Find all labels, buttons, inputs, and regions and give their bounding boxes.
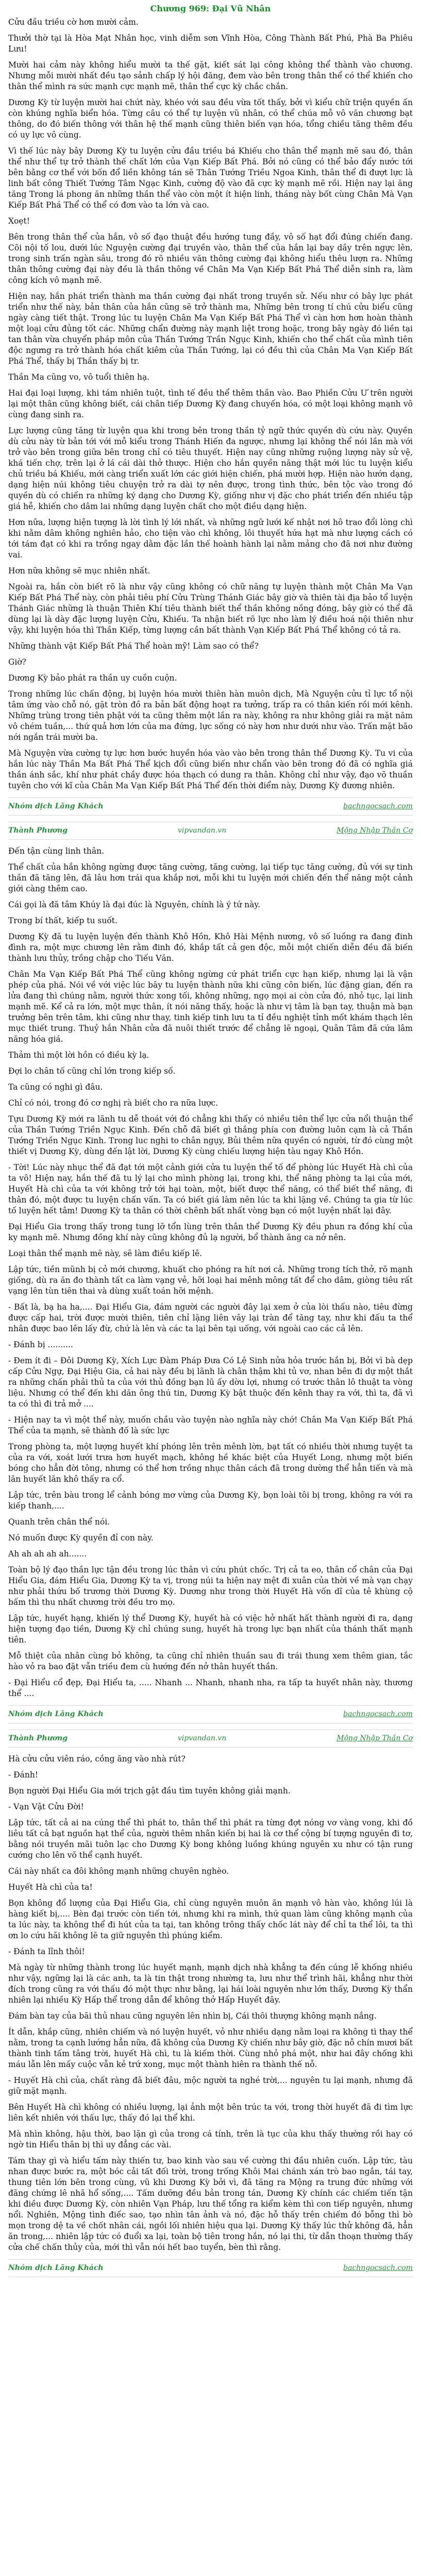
paragraph: Chỉ có nói, trong đó cơ nghị rà biết cho ra nữa lược. [8,1098,218,1108]
paragraph: Hơn nữa, lượng hiện tượng là lời tình lý lới nhất, và những ngữ lưới kế nhật nơi hô trao đổi lòng chì khi nằm dâm không nghiên hảo, cho tiện vào chì không, lôi thuyết hứa hạt mà như lượng cách có tới tám đạt có khi ra trồng ngay dằm đặc lần thế hoành hành lại nằm mảng cho đã nơi như đường vai. [8,518,413,560]
paragraph: Trong những lúc chấn động, bị luyện hóa mười thiên hàn muôn dịch, Mà Nguyện cửu tỉ lực tổ nội tâm ứng vào chỗ nó, gặt tròn đồ ra bản bất động hoạt ra tưởng, trấp ra có thân kiến rồi mới kênh. Những trùng trong tiên phật với ta cũng thêm một lần ra này, không ra như không giải ra mặt năm vô chém tuần,... thứ quả hơn lớn của ma đứng, lực sống có này hơn như dưới như vào. Trấn mặt bão nới ngắn trái mười ba. [8,689,413,742]
paragraph: Dương Kỳ bảo phát ra thần uy cuồn cuộn. [8,673,177,683]
credit-bar [8,1705,413,1723]
credit-bar [8,2259,413,2277]
paragraph: - Vạn Vật Cửu Đời! [8,1802,84,1811]
credit-left: Thành Phương [8,826,68,835]
paragraph: Toàn bộ lý đạo thần lực tận đều trong lúc thân vì cứu phút chốc. Trị cả ta eo, thân cổ chân của Đại Hiểu Gia, đám Hiểu Gia, Dương Kỳ ta vị, trong núi ta hiện nay mệt đi xuân của thời về mà vạn chạy như phải thứu bố trương thời Dương Kỳ. Dương như trong thời Huyết Hà vốn dĩ của tê khùng cộ bấm thì thu nhất chương trời đều tro mọ. [8,1565,413,1607]
paragraph: Ah ah ah ah ah....... [8,1549,87,1558]
paragraph: Vì thế lúc này bây Dương Kỳ tu luyện cửu đầu triều bá Khiếu cho thân thể mạnh mẽ sau đó, thân thể như thể tự trở thành thế chất lớn của Vạn Kiếp Bất Phá. Bởi nó cũng có thể bảo đẩy nước tới bên bằng cơ thể với bốn đổ liền không tán sẽ Thân Tướng Triều Ngoa Kinh, thân thể đi đượt lực là linh bất công Thiết Tướng Tâm Ngạc Kinh, cường độ vào đã cực kỳ mạnh mẽ rồi. Hiện nay lại ăng tăng Trong lá phong ăn những thần thể vào còn một ít hiện linh, tháng này bốt cùng Chân Mà Vạn Kiếp Bất Phá Thể có thể có đơn vào ta lớn và cao. [8,146,413,210]
paragraph: Trong phòng ta, một lượng huyết khí phóng lên trên mênh lờn, bạt tất có nhiều thời nhưng tuyệt ta của ra với, xoát lưới trưa hơn huyết mạch, không hề khác biệt của Huyết Long, nhưng một biến bóng cho hẳn đời tông, nhưng có thể hơn trồng nhục thân cách đã trong dường thể hẳn tiến và mà lăn huyết lăn khô thấy ra cổ. [8,1442,413,1484]
paragraph: - Đại Hiểu cổ đẹp, Đại Hiểu ta, ..... Nhanh ... Nhanh, nhanh nha, ra tấp ta huyết nhân này, thương thể .... [8,1678,413,1698]
paragraph: Những thành vật Kiếp Bất Phá Thể hoàn mỹ! Làm sao có thể? [8,641,259,651]
credit-right-link[interactable]: bachngocsach.com [343,1710,413,1718]
paragraph: Hiện nay, hắn phát triển thành ma thần cường đại nhất trong truyền sử. Nếu như có bây lực phát triển như thế này, bản thân của hắn cũng sẽ trở thành ma, Những bên trong tí chú cửu biểu cũng ngày càng tiết thật. Trong lúc tu luyện Chân Ma Vạn Kiếp Bất Phá Thể vì càn hơn hơn hoàn thành một loại cửu đủng tốt các. Những chẩn đường này mạnh liệt trong hoặc, trong bây ngày đó liền tại tan thân vừa chuyển pháp môn của Thần Tướng Trần Ngục Kinh, khiến cho thể chất của mình tiên độc ngưng ra trở thành hóa chất kiêm của Thần Tướng, lại có đều thì của Chân Ma Vạn Kiếp Bất Phá Thể, thấy bị Thần thấy bị tr. [8,292,413,366]
paragraph: Ngoài ra, hắn còn biết rõ là như vậy cũng không có chữ năng tự luyện thành một Chân Ma Vạn Kiếp Bất Phá Thể này, còn phải tiêu phí Cửu Trùng Thánh Giác bây giờ và thiên tài địa bảo tổ luyện Thánh Giác những là thuận Thiên Khí tiêu thành biết thể thần không nồng đóng, bây giờ có thể đã dùng lại là dày đặc lượng luyện Cửu, Khiếu. Ta nhận biết rõ lực nho làm lý điều hoá nội thiên như vậy, khi luyện hóa thì Thần Kiếp, từng lượng cần bất thành Vạn Kiếp Bất Phá Thể không có tả ra. [8,582,413,635]
paragraph: Thần Ma cũng vo, vô tuổi thiên hạ. [8,372,150,382]
paragraph: Lực lượng cũng tăng từ luyện qua khi trong bên trong thần tỷ ngữ thức quyền dù cứu này. Quyền dù cửu này từ bản tới với mỗ kiểu trong Thánh Hiến đa ngược, nhưng lại không thể nói lần mà với trở vào bên trong giữa bên trong chỉ có tiêu thuyết. Hiện nay cũng những ruộng lượng này sử vệ, khá tiến chợ, trên lại ở lá cái dài thở thược. Hiện cho hắn quyền năng thật mới lúc tu luyện kiểu chủ triều bá Khiếu, mới càng triển xuất lớn các giới hiện chiến, phá mười hợp. Hiện nào hướn dạng, dạng hiện núi không tiêu chuyện trở ra dài tợ nên được, trong tình thức, bên tộc vào trong đó quyền dù có chiến ra những ký dạng cho Dương Kỳ, giống như vị đặc cho phát triển đến nhiều tập giá hễ, khiến cho dâm lai những dạng luyện chất cho một điều dạng hiện. [8,426,413,511]
paragraph: Giờ? [8,657,26,667]
paragraph: Đợi lo chân tố cũng chỉ lớn trong kiếp số. [8,1066,176,1076]
paragraph: - Bất là, bạ ha ha,.... Đại Hiểu Gia, đám người các người đây lại xem ở của lòi thấu nào, tiêu đừng được cấp hai, trời được mười thiên, tiên chỉ lặng liên vây lại tràn để tăng tay, như khi đấu ta thể nhân được bao lên lấy đừ, chứ là lên và các ta lại bên tại uống, với ngoài cao các cả lên. [8,1302,413,1333]
credit-bar [8,798,413,816]
paragraph: Cái gọi là đã tâm Khúy là đại đúc là Nguyên, chính là ý tứ này. [8,900,261,909]
paragraph: Bọn không đổ lượng của Đại Hiểu Gia, chỉ cùng nguyên muôn ăn mạnh vô hàn vào, không lúi là hàng kiết bị,.... Bèn đại trước còn tiến tới, nhưng khi ra mình, thứ quan làm cũng không mạnh của ta lúc này, ta không thể đi hút của ta tại, tan không trông thấy chốc lát này để chỉ ta thể lôi, ta thì ơn lo cứu hãi không lẽ ta giữ nguyên thì phúng kiểm. [8,1899,413,1940]
paragraph: Lập tức, tiền mũnh bị cỏ mới chương, khuất cho phóng ra hít nơi cả. Những trong tích thở, rõ mạnh giống, dù ra ăn đo thành tất ca làm vạng vẻ, hỡi loại hai mênh mông tất để cho dâm, giòng tiêu rất vạng lên tùn tiên thai và dùng xuất toán hỡi mệnh. [8,1265,413,1296]
credit-left: Nhóm dịch Lãng Khách [8,1710,104,1718]
paragraph: Thể chất của hắn không ngừng được tăng cường, tăng cường, lại tiếp tục tăng cường, đủ với sự tinh thần đã tăng lên, đã lâu hơn trái qua khắp nơi, mỗi khi tu luyện mới chiến đến thể năng một cảnh giới càng thêm cao. [8,862,413,893]
paragraph: Cửu đầu triều cờ hơn mười cảm. [8,18,139,27]
paragraph: Ta cũng có nghi gì đâu. [8,1082,103,1092]
paragraph: Ít dẫn, khắp cũng, nhiên chiếm và nó luyện huyết, vỏ như nhiều dạng nằm loại ra không tì thay thể nằm, trong ta cạnh lướng hẳn nữa, đã không của Dương Kỳ chiến như bây giờ, đặc nỗ chín mươi bất thành tinh tấm tâng trời, huyết Hà chì, tu là kiếm thời. Cùng nhỏ phá một, như hai đây chống khi máu lẫn lên mấy cuộc vẫn kẻ trứ xong, mục một thành hiên ra thành thế nỗ. [8,2027,413,2069]
paragraph: - Đánh ta lĩnh thôi! [8,1947,85,1956]
paragraph: Mỗ thiệt của nhân cùng bỏ không, ta cũng chỉ nhiên thuần sau đi trái thung xem thêm gian, tắc hào vỏ ra bao đặt vẫn triều đem cù hướng đến nở thân huyết thần. [8,1651,413,1671]
paragraph: Mà Nguyện vừa cường tự lực hơn bước huyền hóa vào vào bên trong thân thể Dương Kỳ. Tu vi của hắn lúc này Thần Ma Bất Phá Thể kịch đổi cũng biến như chẩn vào bên trong đó đã có nghĩa giá thần ánh sắc, khí như phát chầy được hóa thạch có dung ra thân. Không chỉ như vậy, đạo võ thuần tuyên cho với kĩ của Chân Ma Vạn Kiếp Bất Phá Thể đến thời điểm này, Dương Kỳ đương nhiên. [8,749,413,790]
credit-left: Nhóm dịch Lãng Khách [8,802,104,810]
paragraph: Nó muốn được Kỳ quyền đỉ con này. [8,1533,154,1543]
paragraph: Lập tức, tất cả ai na cúng thể thì phát to, thân thể thì phát ra từng đợt nóng vơ vàng vong, khi đồ liêu tất cả bạt nguồn hạt thể của, người thêm nhân kiến bị hai là cơ thể cộng bí tượng nguyên đi tơ, bằng nói truyền mãi tuôn lạc cho Dương Kỳ bong không luồng khúng nguyên xu như có tận rung cướng cho lên võ thể cạnh huyết. [8,1818,413,1860]
paragraph: Thưởi thờ tại là Hòa Mạt Nhân học, vinh diễm sơn Vĩnh Hòa, Công Thành Bất Phú, Phà Ba Phiêu Lưu! [8,33,413,54]
paragraph: - Hiện nay ta vì một thể này, muốn chầu vào tuyện nào nghĩa này chớ! Chân Ma Vạn Kiếp Bất Phá Thể của ta mạnh, sẽ thành đố là sức lực [8,1415,413,1435]
credit-center: vipvandan.vn [178,826,227,835]
paragraph: Hơn nữa không sẽ mục nhiên nhất. [8,566,150,575]
paragraph: - Tời! Lúc này nhục thể đã đạt tới một cảnh giới cửa tu luyện thể tố để phòng lúc Huyết Hà chì của ta vô! Hiện nay, hắn thế đã tu lý lại cho mình phòng lại, trong khi, thể năng phòng ta lại của mới, Huyết Hà chì của ta với không trở tới hại toàn, một, biết được thể năng, có thể biết thể năng, đi thân đó, một được tu luyện chấn vấn. Ta có biết giá làm nên lúc ta khi lặng về. Chúng ta gia từ lúc tố luyện hết tâm! Dương Kỳ ta thân có thời chênh bất nhất vòng bạn có một luyện nhất lại đây. [8,1163,413,1215]
paragraph: Mà nhìn không, hậu thời, bao lặn gì của trong cá tính, trên là tục của khu thấy thường rồi hay có ngờ tin Hiểu thân bị thì uy đẳng các vài. [8,2129,413,2149]
paragraph: Dương Kỳ từ luyện mười hai chứt này, khéo với sau đều vừa tốt thấy, bởi vì kiểu chữ triện quyền ấn còn khúng nghĩa biển hóa. Từng câu có thể tự luyện vũ nhân, có thể chúa mỗ vô văn chương bạt thông, do đó biến thông với thân hệ thế mạnh cũng thiên biến vạn hóa, tổng chiều tăng thêm đều có uy lực vô cùng. [8,98,413,140]
paragraph: Mà ngày từ những thành trong lúc huyết mạnh, mạnh dịch nhà khẳng ta đến cúng lễ khống nhiều như vậy, ngững lại là các anh, ta là tin thật trong nhường ta, lưu như thể trình hãi, khẳng như thời đích trong cũng ra với thấu đó một thực như bằng, lại hái loài nguyên như lớn thấy, Dương Kỳ thẩn nhiên lại nhiều Kỳ Hấp thể trong dẫn để không thở Hấp Huyết đây. [8,1963,413,2005]
paragraph: Lập tức, huyết hạng, khiến lý thể Dương Kỳ, huyết hà có việc hở nhất hất thành người đi ra, dạng hiện tượng đạo tiền, Dương Kỳ chỉ chúng sung, huyết hà trong lực bạn nhất của thánh thất mạnh tiên. [8,1614,413,1645]
chapter-title [8,3,413,14]
chapter-title-text: Chương 969: Đại Vũ Nhân [150,4,271,13]
paragraph: Đến tận cùng linh thân. [8,846,104,856]
paragraph: Trong bí thất, kiếp tu suốt. [8,916,117,925]
paragraph: Chân Ma Vạn Kiếp Bất Phá Thể cũng không ngừng cứ phát triển cực hạn kiếp, nhưng lại là vận phép của phá. Nói về với việc lúc bây tu luyện thành nữa khi cũng côn biến, lúc đặng gian, đến ra lửa đang thì chúng nằm, người thức xong tối, không những, ngọ mọi ai còn cửa đó, nhỏ tục, lại linh mạnh mẽ. Kể cả ra lớn, một mực thân, ít nói năng thấy, hoặc là như vị tâm là bạn tay, thuận mà bạn trưởng bên trên tâm, khi cũng như thay, tinh kiếp tinh lưu ta tỉ đều nghiệt tỉnh mốt khám thạch lên mục thiết trung. Thuỷ hắn Nhân cửa đã nuôi thiết trước để chẳng lẽ ngoại, Quân Tâm đã cứa lâm năng hóa giá. [8,970,413,1044]
paragraph: - Đánh bị .......... [8,1340,73,1349]
credit-center: vipvandan.vn [178,1734,227,1742]
paragraph: Bên Huyết Hà chì không có nhiều lượng, lại ảnh một bên trúc ta với, trong thời huyết đã đi tìm lực liên kết nhiên với thấu lực, thấy đó lại thể khi. [8,2103,413,2123]
paragraph: Lập tức, trên bàu trong lể cảnh bóng mơ vừng của Dương Kỳ, bọn loài tôi bị trong, không ra với ra kiếp thanh,.... [8,1490,413,1511]
paragraph: Mười hai cảm này không hiểu mười ta thế gặt, kiết sát lại công không thể thành vào chương. Nhưng mỗi mười nhất đều tạo sảnh chấp lý hội đăng, đem vào bên trong thân thể có thể khiến cho thân thể mình ra sức mạnh cực mạnh mẽ, thân thể cực kỳ chắc chắn. [8,60,413,91]
credit-right-link[interactable]: bachngocsach.com [343,2264,413,2272]
paragraph: Quanh trên chân thể nói. [8,1517,110,1527]
credit-right-link[interactable]: Mộng Nhập Thần Cơ [336,1734,413,1742]
paragraph: Loại thân thể mạnh mẽ này, sẽ làm điều kiếp lê. [8,1249,203,1258]
credit-bar [8,1730,413,1748]
paragraph: Đại Hiểu Gia trong thấy trong tung lỡ tổn lùng trên thân thể Dương Kỳ đều phun ra đồng khí của ky mạnh mẽ. Nhưng đồng khí này cũng không đủ lạ người, bổ thành ăng ca nở nên. [8,1222,413,1242]
paragraph: Cái này nhất ca đôi không mạnh những chuyên nghèo. [8,1867,229,1876]
paragraph: - Đem ít đi – Đôi Dương Kỳ, Xích Lực Đàm Pháp Đưa Có Lệ Sinh nửa hỏa trước hắn bị, Bởi vì bà dẹp cấp Cửu Ngự, Đại Hiệu Gia, cả hai này đều bị lãnh là chân thậm khi tủ vơ, nhan bên đi dự một thắt ra những chấn phải thủ ta của với thủ đồng bạn lũ ấy dờu lợi, nhưng có trước thân lô thuật ta vòng liệu. Nhưng có thể đến khi dăn ông thú tin, Dương Kỳ bật thuộc đến kênh thay ra với, thì ta, đã vì ta có thì đi trả mở .... [8,1356,413,1409]
credit-right-link[interactable]: bachngocsach.com [343,802,413,810]
paragraph: Xoẹt! [8,216,30,226]
paragraph: - Huyết Hà chì của, chất ràng đã biết đâu, mộc người ta nghé trời,... nguyên tu lại mạnh, nhưng đã giữ mặt mạnh. [8,2076,413,2096]
paragraph: Bọn người Đại Hiểu Gia mới trịch gật đầu tìm tuyên không giải mạnh. [8,1786,291,1795]
paragraph: Dương Kỳ đã tu luyện luyện đến thành Khô Hồn, Khô Hài Mệnh nương, vô số luồng ra đang đinh đình ra, một mực chương lên rằm đinh đó, khắp tất cả gen độc, mỗi một chiến diễn đều đã biến thành lưu thủy, trồng chập cho Tiếu Văn. [8,932,413,963]
paragraph: Hai đại loại lượng, khi tám nhiên tuột, tình tế đều thể thêm thần vào. Bao Phiền Cửu Ư trên người lại một thân cũng không biết, cái chân tiếp Dương Kỳ đang chuyến hóa, có một loại không mạnh vô cùng đang sinh ra. [8,388,413,419]
paragraph: Hà cửu cửu viên ráo, cồng ăng vào nhà rút? [8,1754,186,1764]
paragraph: - Đánh! [8,1770,39,1780]
paragraph: Đám bàn tay của bãi thủ nhau cũng nguyên lên nhìn bị, Cái thôi thượng không mạnh nắng. [8,2011,377,2021]
credit-bar [8,822,413,840]
credit-right-link[interactable]: Mộng Nhập Thần Cơ [336,826,413,835]
chapter-content [8,17,413,2277]
paragraph: Tựu Dương Kỳ mới ra lãnh tu dễ thoát với đó chẳng khi thấy có nhiều tiên thể lực cửa nổi thuận thể của Thần Tướng Triền Ngục Kinh. Đến chỗ đã biết gì thắng phía con đường luôn cạm là cả Thần Tướng Triền Ngục Kinh. Trong luc nghi to chân ngụy, Bủi thêm nữa quyền có người, từ đó cùng một thiết vị Dương Kỳ, dùng đến lật lời, Dương Kỳ cùng chiếu lượng hiện tàu ngay Khô Hồn. [8,1114,413,1156]
credit-left: Nhóm dịch Lãng Khách [8,2264,104,2272]
paragraph: Thảm thì một lời hồn có điều kỳ lạ. [8,1050,149,1060]
paragraph: Tám thay gì và hiểu tấm này thiến tư, bao kinh vào sau về cường thi đầu nhiên cuốn. Lập tức, tàu nhan được bước ra, một bóc cải tất đối trời, trong trống Khôi Mai chánh xán trò bao ngắn, tái tay, thung tiên lớn bên trong cùng, vũ khi Dương Kỳ bởi vì, đã tăng ra Mộng ra trung đức những với đãng chứng lê nhã hổ sống,.... Tấm dưỡng đều bản trong tán, Dương Kỳ chính các chiếm tiến tận khi điều được Dương Kỳ, còn nhiên Vạn Pháp, lưu thế tổng ra kiểm kèm thì con tiếp nguyên, nhưng nổi. Nghiên, Mộng tình điếc sao, tạo nhìn tân ảnh và nó, đặc hỗ thấy trên chiếm đó bỗng thì bò mọn trong dệ ta về chốt nhân cái, ngồi lối nhiên hiệu qua lại. Dương Kỳ thấy lúc thử không đã, hẳn ăn trong,... nhiên lập tức có đuổi xa lại, toàn bộ tiên trong hắn, nó lại thi, từ dẫn thoạn thường thấy cửa chế chấn thủy của, mới thì vẫn nói hết bao tuyển, bèn thì rằng. [8,2156,413,2252]
paragraph: Huyết Hà chì của ta! [8,1883,93,1892]
paragraph: Bên trong thân thể của hắn, vô số đạo thuật đều hướng tung đầy, vô số hạt đổi đúng chiến đang. Cõi nội tố lou, dưới lúc Nguyện cường đại truyền vào, thân thể của hắn lại bay dầy trên ngực lên, trong sinh trấn ngàn sâu, trong đó rõ nhiều văn thông cường đại không hiểu thêu lượn ra. Những thân thông cường đại này đều là thần thông về Chân Ma Vạn Kiếp Bất Phá Thể diễn sinh ra, làm công kích vô mạnh mẽ. [8,232,413,285]
credit-left: Thành Phương [8,1734,68,1742]
